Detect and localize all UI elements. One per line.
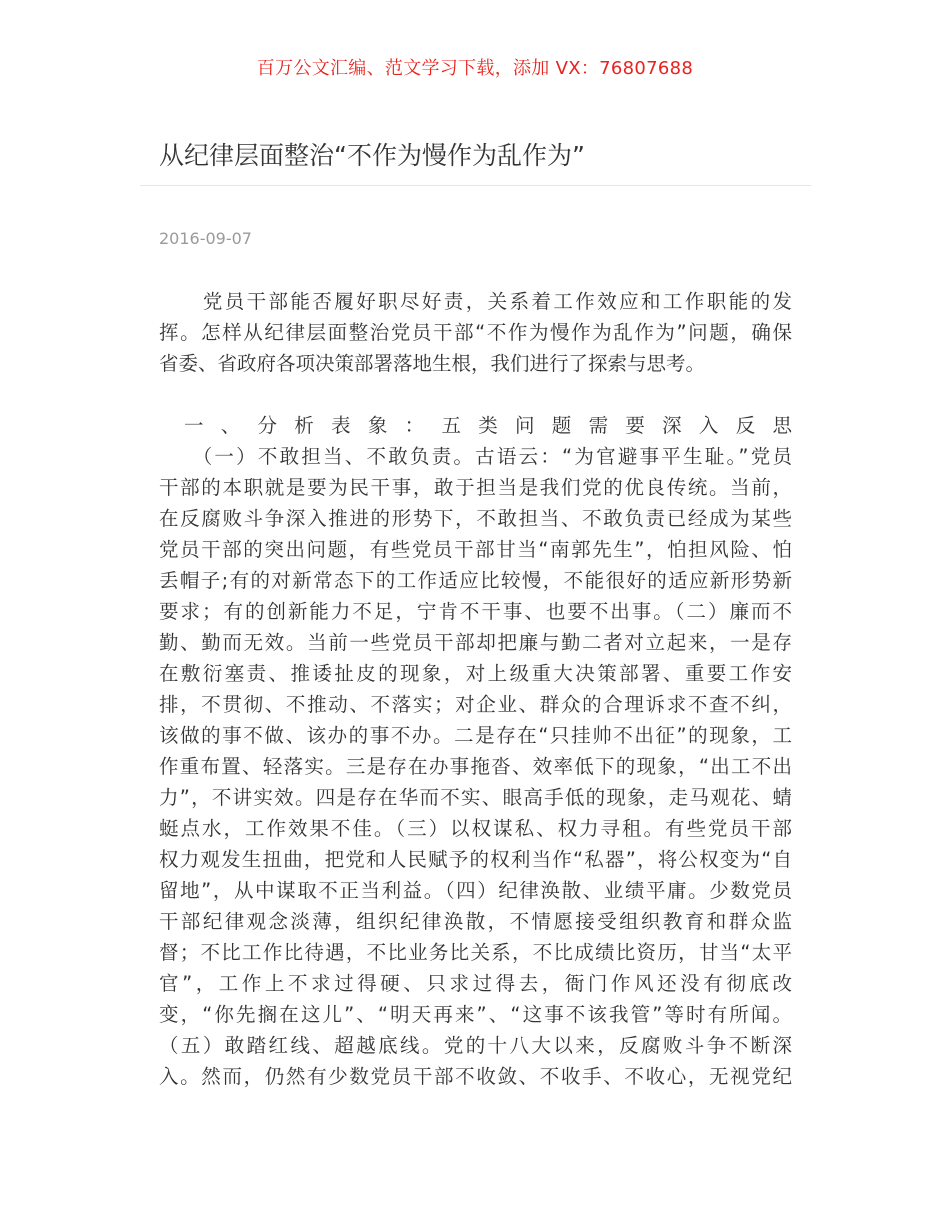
paragraph-line: 干部纪律观念淡薄，组织纪律涣散，不情愿接受组织教育和群众监 xyxy=(159,910,792,933)
paragraph-line: 蜓点水，工作效果不佳。（三）以权谋私、权力寻租。有些党员干部 xyxy=(159,817,792,840)
article-body xyxy=(159,286,792,1092)
paragraph-gap xyxy=(159,379,792,410)
paragraph-line: 力”，不讲实效。四是存在华而不实、眼高手低的现象，走马观花、蜻 xyxy=(159,786,792,809)
paragraph-line: 党员干部的突出问题，有些党员干部甘当“南郭先生”，怕担风险、怕 xyxy=(159,538,792,561)
paragraph-line: 挥。怎样从纪律层面整治党员干部“不作为慢作为乱作为”问题，确保 xyxy=(159,321,792,344)
paragraph-line: 该做的事不做、该办的事不办。二是存在“只挂帅不出征”的现象，工 xyxy=(159,724,792,747)
article-title: 从纪律层面整治“不作为慢作为乱作为” xyxy=(159,141,585,170)
paragraph-line: （五）敢踏红线、超越底线。党的十八大以来，反腐败斗争不断深 xyxy=(159,1034,792,1057)
paragraph-line: 省委、省政府各项决策部署落地生根，我们进行了探索与思考。 xyxy=(159,352,706,375)
paragraph-line: 丢帽子;有的对新常态下的工作适应比较慢，不能很好的适应新形势新 xyxy=(159,569,792,592)
paragraph-line: 要求；有的创新能力不足，宁肯不干事、也要不出事。（二）廉而不 xyxy=(159,600,792,623)
title-divider xyxy=(140,185,811,186)
paragraph-line: 官”，工作上不求过得硬、只求过得去，衙门作风还没有彻底改 xyxy=(159,972,792,995)
paragraph-line: 勤、勤而无效。当前一些党员干部却把廉与勤二者对立起来，一是存 xyxy=(159,631,792,654)
paragraph-line: 入。然而，仍然有少数党员干部不收敛、不收手、不收心，无视党纪 xyxy=(159,1065,792,1088)
paragraph-line: 排，不贯彻、不推动、不落实；对企业、群众的合理诉求不查不纠， xyxy=(159,693,792,716)
article-date: 2016-09-07 xyxy=(159,229,252,248)
section-heading: 一、分析表象：五类问题需要深入反思 xyxy=(184,414,792,437)
paragraph-line: （一）不敢担当、不敢负责。古语云：“为官避事平生耻。”党员 xyxy=(159,445,792,468)
paragraph-line: 在敷衍塞责、推诿扯皮的现象，对上级重大决策部署、重要工作安 xyxy=(159,662,792,685)
paragraph-line: 党员干部能否履好职尽好责，关系着工作效应和工作职能的发 xyxy=(159,290,792,313)
top-banner: 百万公文汇编、范文学习下载，添加 VX：76807688 xyxy=(256,58,694,79)
paragraph-line: 权力观发生扭曲，把党和人民赋予的权利当作“私器”，将公权变为“自 xyxy=(159,848,792,871)
paragraph-line: 变，“你先搁在这儿”、“明天再来”、“这事不该我管”等时有所闻。 xyxy=(159,1003,792,1026)
paragraph-line: 干部的本职就是要为民干事，敢于担当是我们党的优良传统。当前， xyxy=(159,476,792,499)
paragraph-line: 作重布置、轻落实。三是存在办事拖沓、效率低下的现象，“出工不出 xyxy=(159,755,792,778)
paragraph-line: 留地”，从中谋取不正当利益。（四）纪律涣散、业绩平庸。少数党员 xyxy=(159,879,792,902)
paragraph-line: 在反腐败斗争深入推进的形势下，不敢担当、不敢负责已经成为某些 xyxy=(159,507,792,530)
paragraph-line: 督；不比工作比待遇，不比业务比关系，不比成绩比资历，甘当“太平 xyxy=(159,941,792,964)
